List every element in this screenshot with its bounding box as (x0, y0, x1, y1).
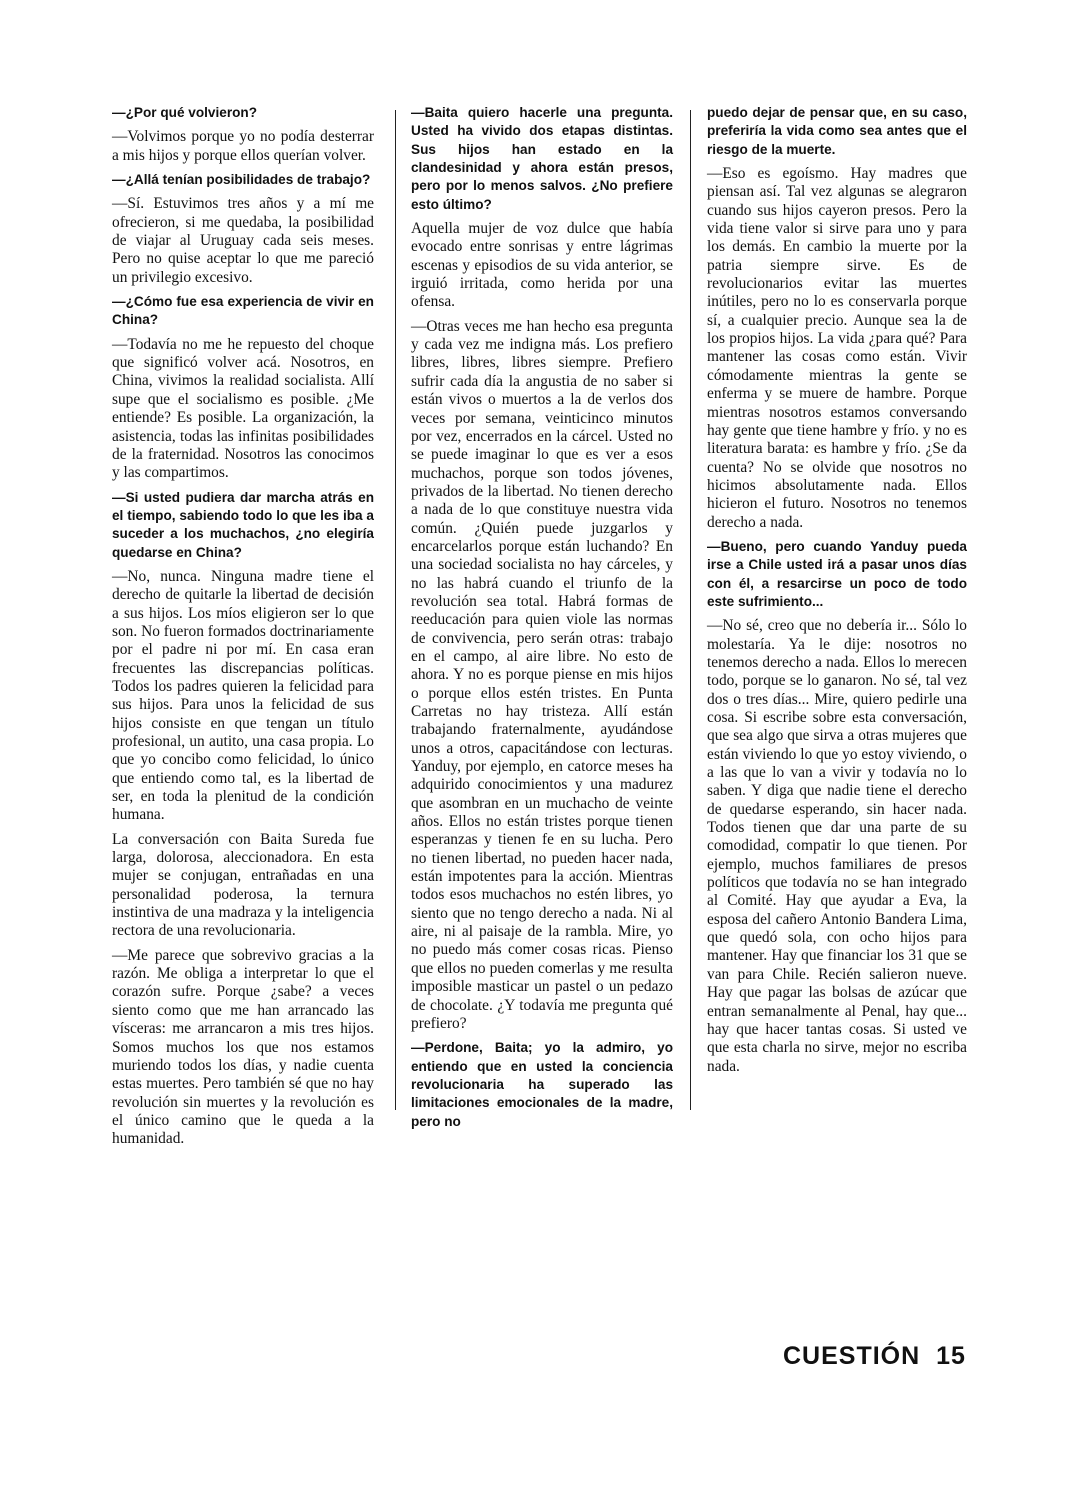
magazine-name: CUESTIÓN (783, 1342, 921, 1370)
text-column-2 (411, 104, 673, 1131)
interview-question: —¿Allá tenían posibilidades de trabajo? (112, 172, 371, 188)
interview-question: —¿Cómo fue esa experiencia de vivir en China? (112, 294, 374, 328)
column-rule-1 (395, 110, 396, 1110)
paragraph: —Eso es egoísmo. Hay madres que piensan así. Tal vez algunas se alegraron cuando sus hijos cayeron presos. Pero la vida tiene valor si sirve para uno y para los demás. En cambio la muerte por la patria siempre sirve. Es de revolucionarios evitar las muertes inútiles, pero no lo es conservarla porque sí, a cualquier precio. Aunque sea la de los propios hijos. La vida ¿para qué? Para mantener las cosas como están. Vivir cómodamente mientras la gente se enferma y se muere de hambre. Porque mientras nosotros estamos conversando hay gente que tiene hambre y frío. y no es literatura barata: es hambre y frío. ¿Se da cuenta? No se olvide que nosotros no hicimos absolutamente nada. Ellos hicieron el futuro. Nosotros no tenemos derecho a nada. (707, 165, 967, 531)
interview-question: —Bueno, pero cuando Yanduy pueda irse a Chile usted irá a pasar unos días con él, a resarcirse un poco de todo este sufrimiento... (707, 538, 967, 609)
text-column-1 (112, 104, 374, 1149)
paragraph: —Me parece que sobrevivo gracias a la razón. Me obliga a interpretar lo que el corazón sufre. Porque ¿sabe? a veces siento como que me han arrancado las vísceras: me arrancaron a mis tres hijos. Somos muchos los que nos estamos muriendo todos los días, y nadie cuenta estas muertes. Pero también sé que no hay revolución sin muertes y la revolución es el único camino que le queda a la humanidad. (112, 946, 374, 1148)
page-number: 15 (936, 1342, 966, 1370)
paragraph: —No, nunca. Ninguna madre tiene el derecho de quitarle la libertad de decisión a sus hijos. Los míos eligieron ser lo que son. No fueron formados doctrinariamente por el padre ni por mí. En casa eran frecuentes las discrepancias políticas. Todos los padres quieren la felicidad para sus hijos. Para unos la felicidad de sus hijos consiste en que tengan un título profesional, un autito, una casa propia. Lo que yo concibo como felicidad, lo único que entiendo como tal, es la libertad de ser, en toda la plenitud de la condición humana. (112, 567, 374, 824)
paragraph: Aquella mujer de voz dulce que había evocado entre sonrisas y entre lágrimas escenas y episodios de su vida anterior, se irguió irritada, como herida por una ofensa. (411, 220, 673, 311)
interview-question: —¿Por qué volvieron? (112, 105, 258, 120)
column-rule-2 (690, 110, 691, 1110)
interview-question: puedo dejar de pensar que, en su caso, preferiría la vida como sea antes que el riesgo de la muerte. (707, 105, 967, 157)
paragraph: —No sé, creo que no debería ir... Sólo lo molestaría. Ya le dije: nosotros no tenemos derecho a nada. Ellos lo merecen todo, porque se lo ganaron. No sé, tal vez dos o tres días... Mire, quiero pedirle una cosa. Si escribe sobre esta conversación, que sea algo que sirva a otras mujeres que están viviendo lo que yo estoy viviendo, o a las que lo van a vivir y todavía no lo saben. Y diga que nadie tiene el derecho de quedarse esperando, sin hacer nada. Todos tienen que dar una parte de su comodidad, compatir lo que tienen. Por ejemplo, muchos familiares de presos políticos que todavía no se han integrado al Comité. Hay que ayudar a Eva, la esposa del cañero Antonio Bandera Lima, que quedó sola, con ocho hijos para mantener. Hay que financiar los 31 que se van para Chile. Recién salieron nueve. Hay que pagar las bolsas de azúcar que entran semanalmente al Penal, hay que... hay que hacer tantas cosas. Si usted ve que esta charla no sirve, mejor no escriba nada. (707, 617, 967, 1075)
interview-question: —Perdone, Baita; yo la admiro, yo entiendo que en usted la conciencia revolucionaria ha superado las limitaciones emocionales de la madre, pero no (411, 1040, 673, 1129)
interview-question: —Baita quiero hacerle una pregunta. Usted ha vivido dos etapas distintas. Sus hijos han estado en la clandesinidad y ahora están presos, pero por lo menos salvos. ¿No prefiere esto último? (411, 105, 673, 212)
paragraph: La conversación con Baita Sureda fue larga, dolorosa, aleccionadora. En esta mujer se conjugan, entrañadas en una personalidad poderosa, la ternura instintiva de una madraza y la inteligencia rectora de una revolucionaria. (112, 830, 374, 940)
paragraph: —Otras veces me han hecho esa pregunta y cada vez me indigna más. Los prefiero libres, libres, libres siempre. Prefiero sufrir cada día la angustia de no saber si están vivos o muertos a la de verlos dos veces por semana, veinticinco minutos por vez, encerrados en la cárcel. Usted no se puede imaginar lo que es ver a esos muchachos, porque son todos jóvenes, privados de la libertad. No tienen derecho a nada de lo que constituye nuestra vida común. ¿Quién puede juzgarlos y encarcelarlos porque están luchando? En una sociedad socialista no hay cárceles, y no las habrá cuando el triunfo de la revolución sea total. Habrá formas de reeducación para quien viole las normas de convivencia, pero serán otras: trabajo en el campo, al aire libre. No esto de ahora. Y no es porque piense en mis hijos o porque ellos estén tristes. En Punta Carretas no hay tristeza. Allí están trabajando fraternalmente, ayudándose unos a otros, capacitándose con lecturas. Yanduy, por ejemplo, en catorce meses ha adquirido conocimientos y una madurez que asombran en un muchacho de veinte años. Ellos no están tristes porque tienen esperanzas y tienen fe en su lucha. Pero no tienen libertad, no pueden hacer nada, están impotentes para la acción. Mientras todos esos muchachos no estén libres, yo siento que no tengo derecho a nada. Ni al aire, ni al paisaje de la rambla. Mire, yo no puedo más comer cosas ricas. Pienso que ellos no pueden comerlas y me resulta imposible masticar un pastel o un pedazo de chocolate. ¿Y todavía me pregunta qué prefiero? (411, 317, 673, 1032)
paragraph: —Sí. Estuvimos tres años y a mí me ofrecieron, si me quedaba, la posibilidad de viajar al Uruguay cada seis meses. Pero no quise aceptar lo que me pareció un privilegio excesivo. (112, 195, 374, 286)
text-column-3 (707, 104, 967, 1076)
paragraph: —Todavía no me he repuesto del choque que significó volver acá. Nosotros, en China, vivimos la realidad socialista. Allí supe que el socialismo es posible. ¿Me entiende? Es posible. La organización, la asistencia, todas las infinitas posibilidades de la fraternidad. Nosotros las conocimos y las compartimos. (112, 335, 374, 482)
paragraph: —Volvimos porque yo no podía desterrar a mis hijos y porque ellos querían volver. (112, 128, 374, 164)
interview-question: —Si usted pudiera dar marcha atrás en el tiempo, sabiendo todo lo que les iba a suceder a los muchachos, ¿no elegiría quedarse en China? (112, 489, 374, 560)
page-footer (783, 1342, 974, 1371)
